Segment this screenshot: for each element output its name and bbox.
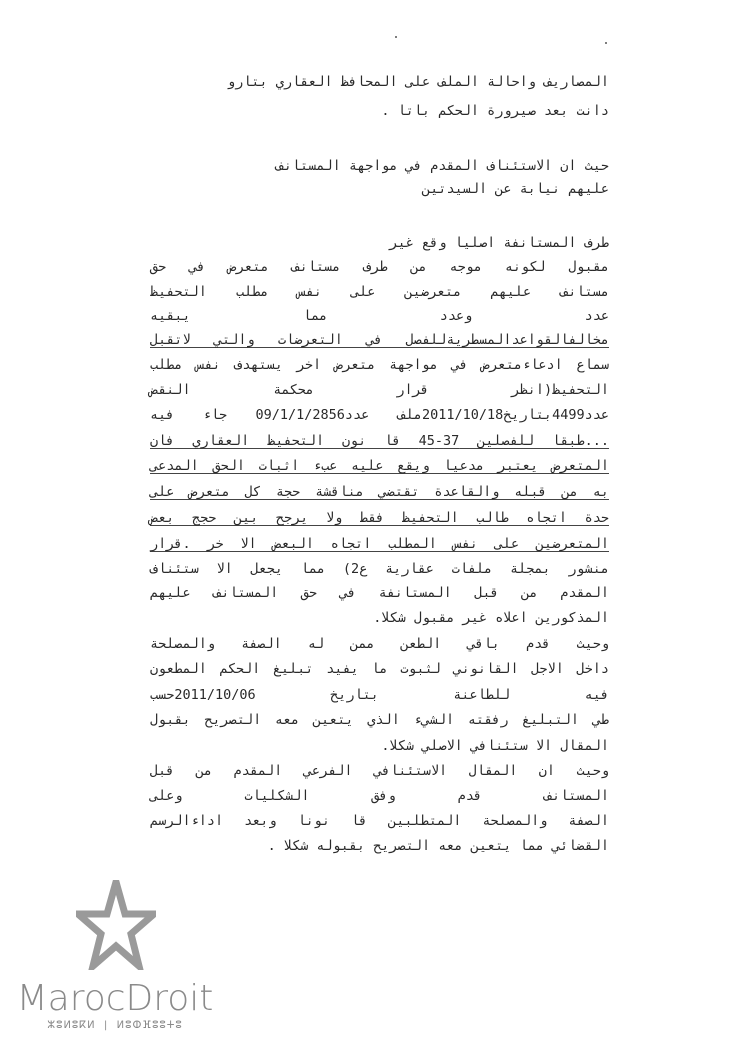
text-line-3: حيث ان الاستئناف المقدم في مواجهة المستانف [275, 158, 609, 174]
text-line-12: عدد4499بتاريخ2011/10/18ملف عدد09/1/1/2856 جاء فيه [150, 407, 609, 423]
text-line-14: المتعرض يعتبر مدعيا ويقع عليه عبء اثبات الحق المدعى [150, 458, 609, 474]
text-line-7: مستانف عليهم متعرضين على نفس مطلب التحفيظ [150, 284, 609, 300]
text-line-27: المستانف قدم وفق الشكليات وعلى [150, 788, 609, 804]
text-line-4: عليهم نيابة عن السيدتين [422, 181, 609, 197]
text-line-18: منشور بمجلة ملفات عقارية ع2) مما يجعل الا ستئناف [150, 561, 609, 577]
text-line-21: وحيث قدم باقي الطعن ممن له الصفة والمصلحة [150, 636, 609, 652]
text-line-2: دانت بعد صيرورة الحكم باتا . [381, 103, 609, 119]
text-line-29: القضائي مما يتعين معه التصريح بقبوله شكلا . [267, 838, 609, 854]
marocdroit-watermark [10, 880, 220, 1040]
text-line-15: به من قبله والقاعدة تقتضي مناقشة حجة كل متعرض على [150, 484, 609, 500]
speck [605, 42, 607, 44]
brand-tagline: ⵣⵓⵍⵓⴽⵍ | ⵍⵓⵀⴼⵓⵓⵜⵓ [47, 1020, 183, 1031]
text-line-9: مخالفالقواعدالمسطريةللفصل في التعرضات والتي لاتقبل [150, 332, 609, 348]
text-line-11: التحفيظ(انظر قرار محكمة النقض [150, 382, 609, 398]
text-line-22: داخل الاجل القانوني لثبوت ما يفيد تبليغ الحكم المطعون [150, 661, 609, 677]
text-line-16: حدة اتجاه طالب التحفيظ فقط ولا يرجح بين حجج بعض [150, 510, 609, 526]
text-line-17: المتعرضين على نفس المطلب اتجاه البعض الا خر .قرار [150, 536, 609, 552]
text-line-8: عدد وعدد مما يبقيه [150, 308, 609, 324]
text-line-13: ...طبقا للفصلين 37-45 قا نون التحفيظ العقاري فان [150, 433, 610, 449]
text-line-1: المصاريف واحالة الملف على المحافظ العقاري بتارو [226, 74, 609, 90]
text-line-23: فيه للطاعنة بتاريخ 2011/10/06حسب [150, 687, 609, 703]
text-line-10: سماع ادعاءمتعرض في مواجهة متعرض اخر يستهدف نفس مطلب [150, 357, 609, 373]
brand-name: MarocDroit [16, 978, 214, 1019]
text-line-5: طرف المستانفة اصليا وقع غير [389, 235, 609, 251]
text-line-20: المذكورين اعلاه غير مقبول شكلا. [373, 610, 609, 626]
text-line-6: مقبول لكونه موجه من طرف مستانف متعرض في حق [150, 259, 609, 275]
star-icon [76, 880, 156, 970]
text-line-26: وحيث ان المقال الاستئنافي الفرعي المقدم من قبل [150, 763, 609, 779]
text-line-25: المقال الا ستئنافي الاصلي شكلا. [381, 738, 609, 754]
text-line-28: الصفة والمصلحة المتطلبين قا نونا وبعد اداءالرسم [150, 813, 609, 829]
text-line-24: طي التبليغ رفقته الشيء الذي يتعين معه التصريح بقبول [150, 712, 609, 728]
text-line-19: المقدم من قبل المستانفة في حق المستانف عليهم [150, 585, 609, 601]
speck [395, 36, 397, 38]
